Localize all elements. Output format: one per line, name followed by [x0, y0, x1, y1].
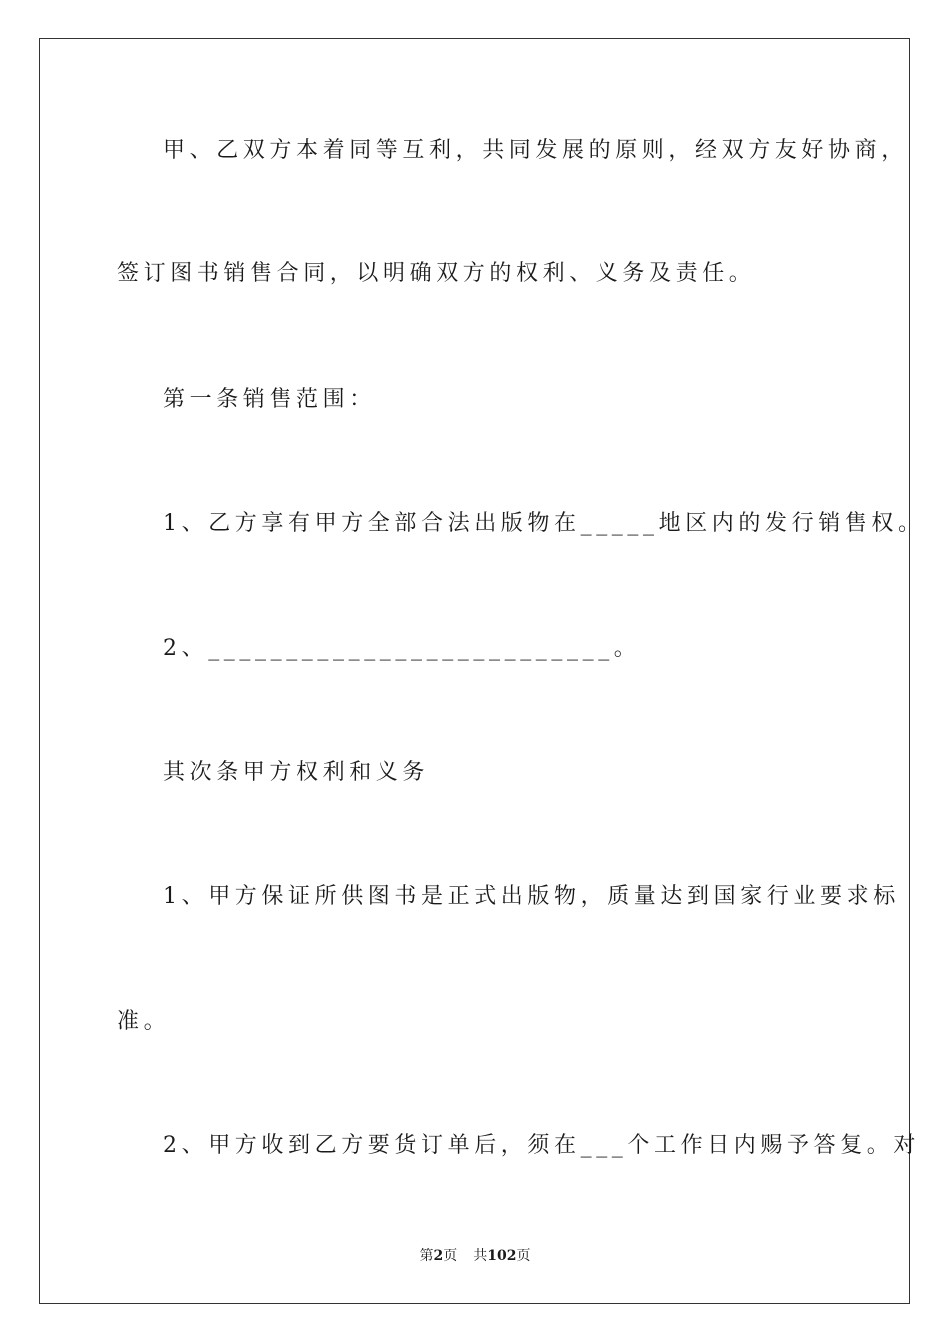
- clause-1-2: 2、__________________________。: [163, 636, 641, 661]
- page-suffix: 页: [443, 1248, 458, 1264]
- clause-2-1: 1、甲方保证所供图书是正式出版物，质量达到国家行业要求标: [163, 884, 900, 909]
- total-pages: 102: [487, 1248, 517, 1264]
- section-heading-1: 第一条销售范围：: [163, 387, 376, 412]
- clause-2-1-continued: 准。: [117, 1009, 171, 1034]
- total-suffix: 页: [516, 1248, 531, 1264]
- page-footer: [0, 1246, 950, 1266]
- paragraph-line-2: 签订图书销售合同，以明确双方的权利、义务及责任。: [117, 261, 756, 286]
- page-prefix: 第: [419, 1248, 434, 1264]
- section-heading-2: 其次条甲方权利和义务: [163, 760, 430, 785]
- clause-2-2: 2、甲方收到乙方要货订单后，须在___个工作日内赐予答复。对: [163, 1133, 920, 1158]
- page-number: 2: [433, 1248, 444, 1264]
- paragraph-line-1: 甲、乙双方本着同等互利，共同发展的原则，经双方友好协商，: [163, 138, 908, 163]
- total-prefix: 共: [473, 1248, 488, 1264]
- clause-1-1: 1、乙方享有甲方全部合法出版物在_____地区内的发行销售权。: [163, 511, 925, 536]
- page-frame: [39, 38, 910, 1304]
